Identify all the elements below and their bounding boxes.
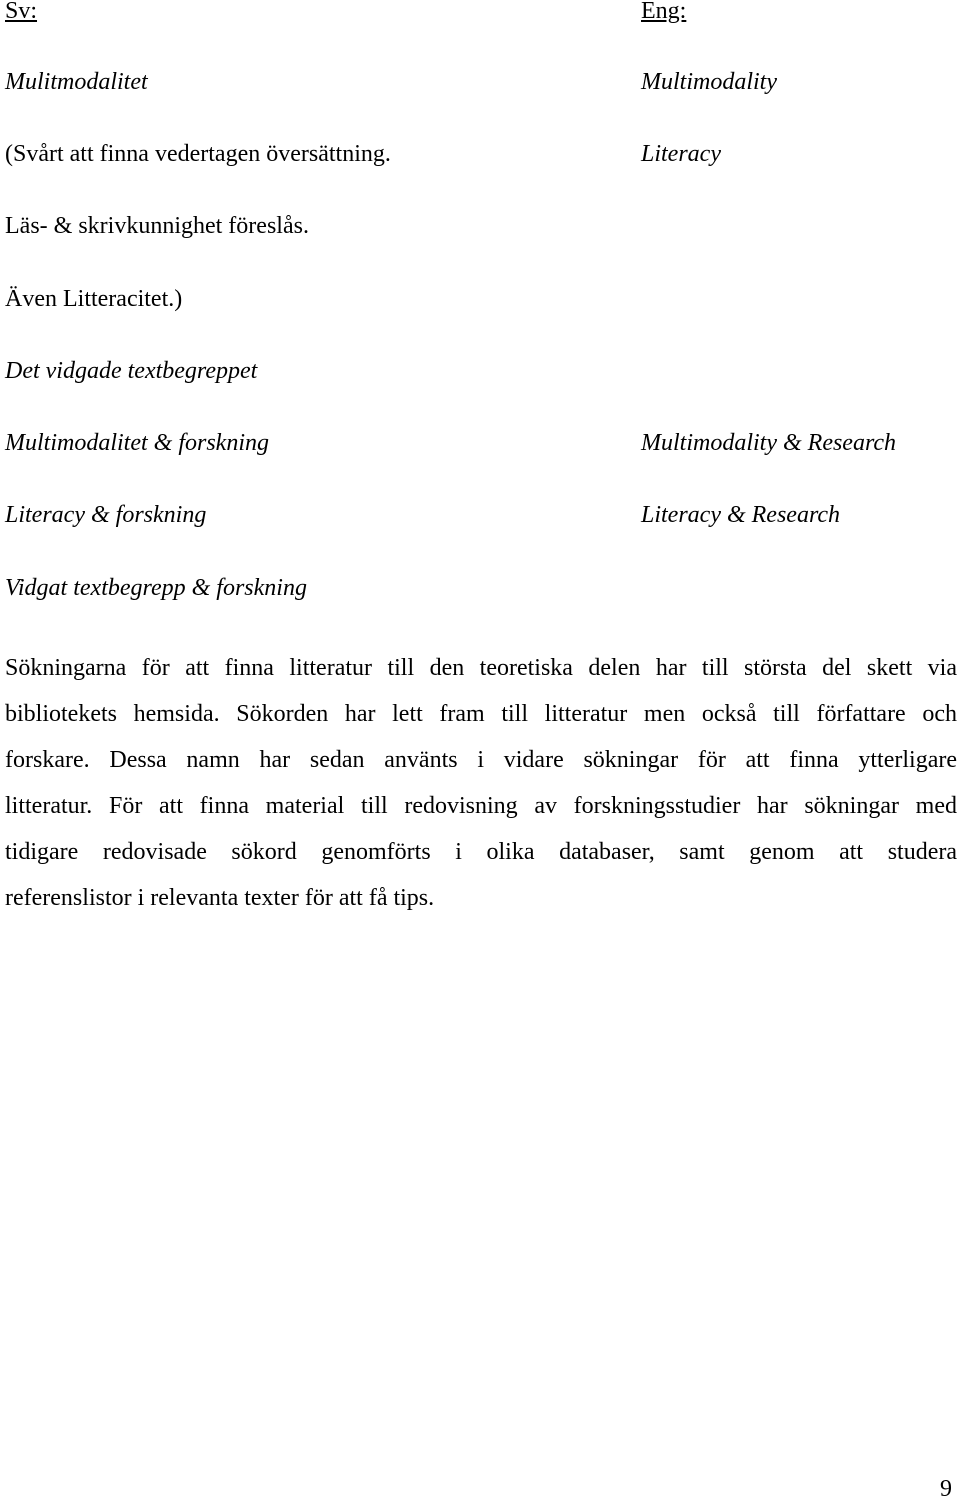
sv-note-litteracitet: Även Litteracitet.) xyxy=(5,286,183,312)
sv-note-suggestion: Läs- & skrivkunnighet föreslås. xyxy=(5,213,309,239)
sv-term-literacy-research: Literacy & forskning xyxy=(5,502,207,528)
eng-term-multimodality-research: Multimodality & Research xyxy=(641,430,897,456)
sv-term-multimodality-research: Multimodalitet & forskning xyxy=(5,430,269,456)
paragraph-line: tidigare redovisade sökord genomförts i olika databaser, samt genom att studera xyxy=(5,839,957,865)
sv-term-extended-text: Det vidgade textbegreppet xyxy=(5,358,258,384)
search-method-paragraph xyxy=(5,645,957,921)
paragraph-line: forskare. Dessa namn har sedan använts i vidare sökningar för att finna ytterligare xyxy=(5,747,957,773)
paragraph-line: Sökningarna för att finna litteratur till den teoretiska delen har till största del skett via xyxy=(5,655,957,681)
swedish-column-header: Sv: xyxy=(5,0,38,24)
sv-term-multimodality: Mulitmodalitet xyxy=(5,69,148,95)
eng-term-multimodality: Multimodality xyxy=(641,69,777,95)
eng-term-literacy: Literacy xyxy=(641,141,721,167)
eng-term-literacy-research: Literacy & Research xyxy=(641,502,841,528)
paragraph-line: litteratur. För att finna material till redovisning av forskningsstudier har sökningar med xyxy=(5,793,957,819)
paragraph-line: bibliotekets hemsida. Sökorden har lett fram till litteratur men också till författare och xyxy=(5,701,957,727)
sv-term-extended-text-research: Vidgat textbegrepp & forskning xyxy=(5,575,307,601)
english-column-header: Eng: xyxy=(641,0,687,24)
sv-note-translation: (Svårt att finna vedertagen översättning. xyxy=(5,141,391,167)
paragraph-line: referenslistor i relevanta texter för att få tips. xyxy=(5,885,435,911)
page-number: 9 xyxy=(940,1476,952,1502)
